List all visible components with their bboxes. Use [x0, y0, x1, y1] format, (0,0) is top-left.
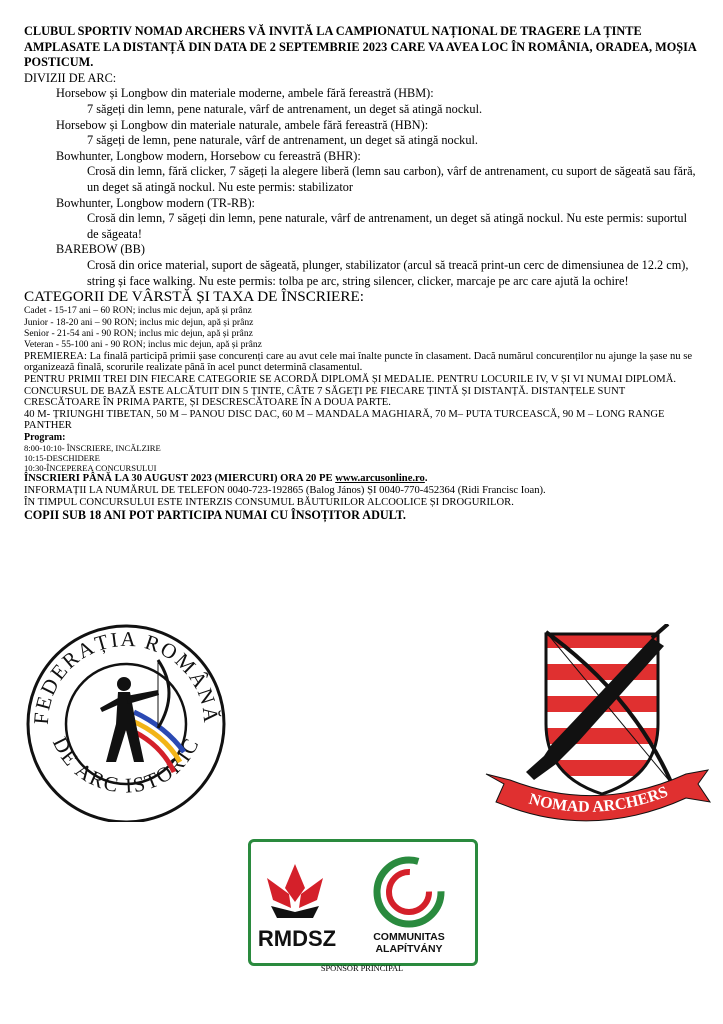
awards-text: PENTRU PRIMII TREI DIN FIECARE CATEGORIE SE ACORDĂ DIPLOMĂ ȘI MEDALIE. PENTRU LOCURILE IV, V ȘI VI NUMAI DIPLOMĂ. [24, 373, 677, 385]
category-item: Cadet - 15-17 ani – 60 RON; inclus mic dejun, apă și prânz [24, 305, 252, 317]
categories-title: CATEGORII DE VÂRSTĂ ȘI TAXA DE ÎNSCRIERE: [24, 288, 364, 306]
sponsor-label: SPONSOR PRINCIPAL [320, 964, 404, 973]
minors-notice: COPII SUB 18 ANI POT PARTICIPA NUMAI CU ÎNSOȚITOR ADULT. [24, 508, 406, 523]
phone-info: INFORMAȚII LA NUMĂRUL DE TELEFON 0040-723-192865 (Balog János) ȘI 0040-770-452364 (Ridi Francisc Ioan). [24, 484, 546, 496]
registration-suffix: . [424, 473, 428, 485]
sponsor-logo-box [248, 839, 478, 966]
category-item: Senior - 21-54 ani - 90 RON; inclus mic dejun, apă și prânz [24, 327, 253, 339]
federation-bottom-text: DE ARC ISTORIC [47, 733, 205, 798]
division-desc: Crosă din lemn, 7 săgeți din lemn, pene naturale, vârf de antrenament, un deget să atingă nockul. Nu este permis: suportul de săgeata! [87, 211, 687, 241]
division-desc: 7 săgeți de lemn, pene naturale, vârf de antrenament, un deget să atingă nockul. [87, 133, 478, 148]
nomad-archers-logo [482, 624, 714, 824]
structure-text: CONCURSUL DE BAZĂ ESTE ALCĂTUIT DIN 5 ȚINTE, CÂTE 7 SĂGEȚI PE FIECARE ȚINTĂ ȘI DISTANȚĂ. DISTANȚELE SUNT CRESCĂTOARE ÎN PRIMA PARTE, ȘI DESCRESCĂTOARE ÎN A DOUA PARTE. [24, 385, 626, 409]
division-name: BAREBOW (BB) [56, 242, 145, 257]
program-item: 8:00-10:10- ÎNSCRIERE, INCĂLZIRE [24, 443, 161, 454]
division-name: Bowhunter, Longbow modern, Horsebow cu fereastră (BHR): [56, 148, 361, 163]
targets-text: 40 M- ȚRIUNGHI TIBETAN, 50 M – PANOU DISC DAC, 60 M – MANDALA MAGHIARĂ, 70 M– PUTA TURCEASCĂ, 90 M – LONG RANGE PANTHER [24, 408, 665, 432]
division-desc: Crosă din orice material, suport de săgeată, plunger, stabilizator (arcul să treacă print-un cerc de dimensiunea de 12.2 cm), string și face walking. Nu este permis: tolba pe arc, string silencer, clicker, marcaje pe arc care ajută la ochire! [87, 257, 689, 288]
program-item: 10:15-DESCHIDERE [24, 453, 100, 464]
division-name: Horsebow și Longbow din materiale naturale, ambele fără fereastră (HBN): [56, 117, 429, 132]
division-desc: Crosă din lemn, fără clicker, 7 săgeți la alegere liberă (lemn sau carbon), vârf de antrenament, cu suport de săgeată sau fără, un deget să atingă nockul. Nu este permis: stabilizator [87, 164, 696, 194]
federation-top-text: FEDERAȚIA ROMÂNĂ [28, 626, 224, 726]
rmdsz-text: RMDSZ [257, 926, 337, 951]
division-name: Horsebow și Longbow din materiale moderne, ambele fără fereastră (HBM): [56, 86, 434, 101]
invitation-heading: CLUBUL SPORTIV NOMAD ARCHERS VĂ INVITĂ LA CAMPIONATUL NAȚIONAL DE TRAGERE LA ȚINTE AMPLASATE LA DISTANȚĂ DIN DATA DE 2 SEPTEMBRIE 2023 CARE VA AVEA LOC ÎN ROMÂNIA, ORADEA, MOȘIA POSTICUM. [24, 24, 697, 70]
program-title: Program: [24, 431, 66, 443]
divisions-title: DIVIZII DE ARC: [24, 70, 117, 85]
category-item: Junior - 18-20 ani – 90 RON; inclus mic dejun, apă și prânz [24, 316, 254, 328]
communitas-rings-icon [377, 860, 441, 924]
registration-text: ÎNSCRIERI PÂNĂ LA 30 AUGUST 2023 (MIERCURI) ORA 20 PE [24, 473, 336, 485]
communitas-line2: ALAPÍTVÁNY [375, 943, 443, 955]
federation-logo [26, 612, 226, 822]
category-item: Veteran - 55-100 ani - 90 RON; inclus mic dejun, apă și prânz [24, 339, 262, 351]
alcohol-notice: ÎN TIMPUL CONCURSULUI ESTE INTERZIS CONSUMUL BĂUTURILOR ALCOOLICE ȘI DROGURILOR. [24, 496, 514, 508]
rmdsz-leaf-icon [267, 864, 323, 918]
premiere-text: PREMIEREA: La finală participă primii șase concurenți care au avut cele mai înalte puncte în clasament. Dacă numărul concurenților nu ajunge la șase nu se organizează finală, scorurile realizate până în acel punct determină clasamentul. [24, 350, 693, 374]
registration-link[interactable]: www.arcusonline.ro [335, 473, 425, 485]
program-item: 10:30-ÎNCEPEREA CONCURSULUI [24, 463, 157, 474]
document-body [24, 24, 699, 522]
nomad-banner-text: NOMAD ARCHERS [527, 783, 671, 816]
division-name: Bowhunter, Longbow modern (TR-RB): [56, 195, 255, 210]
rmdsz-communitas-logo [251, 842, 475, 963]
communitas-line1: COMMUNITAS [373, 931, 445, 943]
registration-deadline [24, 473, 699, 485]
division-desc: 7 săgeți din lemn, pene naturale, vârf de antrenament, un deget să atingă nockul. [87, 101, 483, 116]
